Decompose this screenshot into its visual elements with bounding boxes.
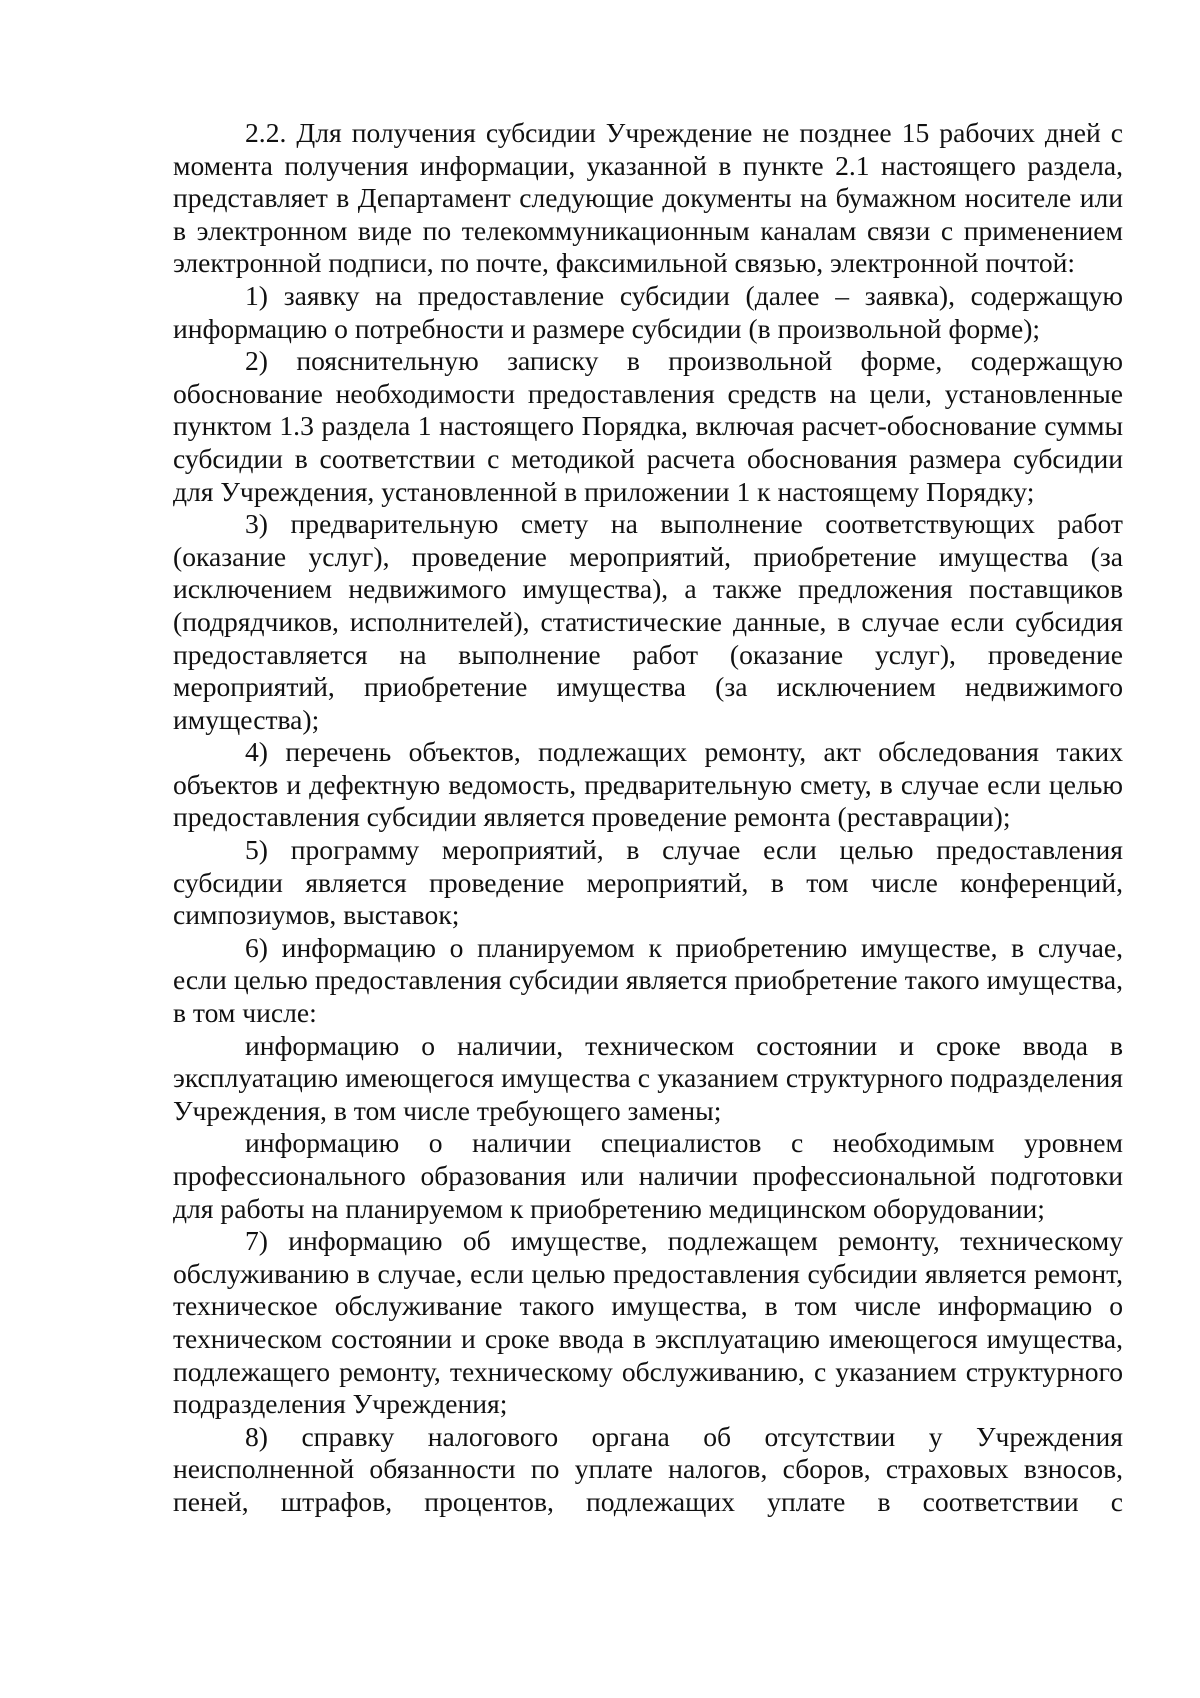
list-item-4: 4) перечень объектов, подлежащих ремонту, акт обследования таких объектов и дефектную ведомость, предварительную смету, в случае если целью предоставления субсидии является проведение ремонта (реставрации); [173, 736, 1123, 833]
paragraph-2-2: 2.2. Для получения субсидии Учреждение не позднее 15 рабочих дней с момента получения информации, указанной в пункте 2.1 настоящего раздела, представляет в Департамент следующие документы на бумажном носителе или в электронном виде по телекоммуникационным каналам связи с применением электронной подписи, по почте, факсимильной связью, электронной почтой: [173, 117, 1123, 279]
list-item-5: 5) программу мероприятий, в случае если целью предоставления субсидии является проведение мероприятий, в том числе конференций, симпозиумов, выставок; [173, 834, 1123, 931]
list-item-2: 2) пояснительную записку в произвольной форме, содержащую обоснование необходимости предоставления средств на цели, установленные пунктом 1.3 раздела 1 настоящего Порядка, включая расчет-обоснование суммы субсидии в соответствии с методикой расчета обоснования размера субсидии для Учреждения, установленной в приложении 1 к настоящему Порядку; [173, 345, 1123, 507]
list-item-1: 1) заявку на предоставление субсидии (далее – заявка), содержащую информацию о потребности и размере субсидии (в произвольной форме); [173, 279, 1123, 344]
list-item-6-subitem-2: информацию о наличии специалистов с необходимым уровнем профессионального образования или наличии профессиональной подготовки для работы на планируемом к приобретению медицинском оборудовании; [173, 1127, 1123, 1224]
list-item-3: 3) предварительную смету на выполнение соответствующих работ (оказание услуг), проведение мероприятий, приобретение имущества (за исключением недвижимого имущества), а также предложения поставщиков (подрядчиков, исполнителей), статистические данные, в случае если субсидия предоставляется на выполнение работ (оказание услуг), проведение мероприятий, приобретение имущества (за исключением недвижимого имущества); [173, 508, 1123, 735]
list-item-6: 6) информацию о планируемом к приобретению имуществе, в случае, если целью предоставления субсидии является приобретение такого имущества, в том числе: [173, 931, 1123, 1029]
document-page [173, 117, 1123, 1519]
list-item-7: 7) информацию об имуществе, подлежащем ремонту, техническому обслуживанию в случае, если целью предоставления субсидии является ремонт, техническое обслуживание такого имущества, в том числе информацию о техническом состоянии и сроке ввода в эксплуатацию имеющегося имущества, подлежащего ремонту, техническому обслуживанию, с указанием структурного подразделения Учреждения; [173, 1225, 1123, 1420]
list-item-6-subitem-1: информацию о наличии, техническом состоянии и сроке ввода в эксплуатацию имеющегося имущества с указанием структурного подразделения Учреждения, в том числе требующего замены; [173, 1029, 1123, 1126]
list-item-8: 8) справку налогового органа об отсутствии у Учреждения неисполненной обязанности по уплате налогов, сборов, страховых взносов, пеней, штрафов, процентов, подлежащих уплате в соответствии с [173, 1420, 1123, 1517]
